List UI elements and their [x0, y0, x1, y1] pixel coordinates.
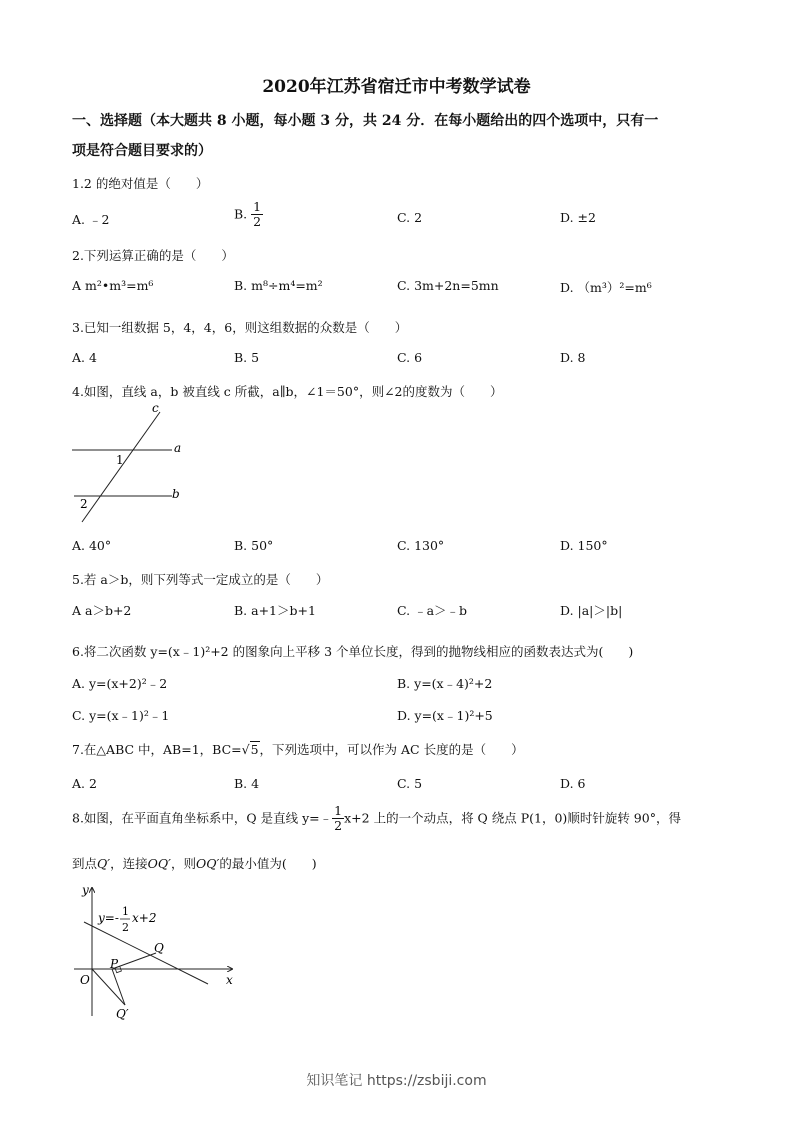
q7-option-b: B. 4 [234, 776, 260, 791]
q8-segment-oq2: OQ′ [195, 856, 220, 871]
q1-option-c: C. 2 [397, 210, 423, 225]
q3-option-b: B. 5 [234, 350, 260, 365]
q1-stem: 1.2 的绝对值是（ ） [72, 176, 209, 191]
label-p: P [110, 957, 119, 971]
q8-stem-line2 [72, 854, 317, 872]
q6-option-a: A. y=(x+2)²﹣2 [72, 676, 168, 691]
label-a: a [174, 441, 182, 455]
q7-option-c: C. 5 [397, 776, 423, 791]
line-y-eq [84, 922, 208, 984]
label-o: O [80, 973, 90, 987]
q5-option-d: D. |a|＞|b| [560, 603, 623, 618]
q4-option-d: D. 150° [560, 538, 608, 553]
q2-option-d: D. （m³）²=m⁶ [560, 280, 652, 295]
q1-b-numerator: 1 [253, 199, 262, 214]
q4-option-c: C. 130° [397, 538, 445, 553]
q6-stem: 6.将二次函数 y=(x﹣1)²+2 的图象向上平移 3 个单位长度，得到的抛物线相应的函数表达式为( ) [72, 644, 634, 659]
q1-b-denominator: 2 [253, 214, 262, 230]
q7-stem [72, 740, 524, 758]
label-y: y [82, 883, 89, 897]
eq-den: 2 [122, 921, 129, 934]
q8-text-c: ，则 [170, 856, 196, 871]
q3-option-d: D. 8 [560, 350, 586, 365]
label-q: Q [154, 941, 164, 955]
q3-option-c: C. 6 [397, 350, 423, 365]
q1-option-b [234, 200, 263, 230]
page-title: 2020年江苏省宿迁市中考数学试卷 [262, 77, 531, 97]
q7-option-a: A. 2 [72, 776, 97, 791]
segment-oq-prime [92, 969, 125, 1005]
q8-fraction [332, 804, 344, 834]
section-heading-line1: 一、选择题（本大题共 8 小题，每小题 3 分，共 24 分．在每小题给出的四个选项中，只有一 [72, 113, 659, 129]
label-angle-2: 2 [80, 497, 88, 511]
q1-option-d: D. ±2 [560, 210, 596, 225]
q6-option-d: D. y=(x﹣1)²+5 [397, 708, 493, 723]
q5-stem: 5.若 a＞b，则下列等式一定成立的是（ ） [72, 572, 329, 587]
label-x: x [226, 973, 233, 987]
q2-option-c: C. 3m+2n=5mn [397, 278, 499, 293]
line-c [82, 412, 160, 522]
q6-option-c: C. y=(x﹣1)²﹣1 [72, 708, 170, 723]
q4-option-b: B. 50° [234, 538, 274, 553]
q2-option-a: A m²•m³=m⁶ [72, 278, 154, 293]
q4-option-a: A. 40° [72, 538, 112, 553]
q1-option-a: A. ﹣2 [72, 212, 110, 227]
segment-pq-prime [112, 969, 125, 1005]
label-q-prime: Q′ [116, 1007, 129, 1021]
q8-frac-num: 1 [334, 803, 343, 818]
q7-stem-post: ，下列选项中，可以作为 AC 长度的是（ ） [259, 742, 524, 757]
section-heading-line2: 项是符合题目要求的） [72, 143, 212, 159]
label-c: c [152, 401, 159, 415]
q4-figure [66, 398, 196, 528]
q5-option-c: C. ﹣a＞﹣b [397, 603, 468, 618]
q2-option-b: B. m⁸÷m⁴=m² [234, 278, 323, 293]
q8-frac-den: 2 [334, 818, 343, 834]
label-b: b [172, 487, 180, 501]
footer-watermark: 知识笔记 https://zsbiji.com [306, 1073, 487, 1089]
eq-pre: y=- [98, 911, 119, 925]
radical-sign: √ [241, 742, 250, 757]
q8-text-b: ，连接 [110, 856, 148, 871]
q7-option-d: D. 6 [560, 776, 586, 791]
q8-figure [70, 880, 250, 1025]
q8-point-q-prime: Q′ [97, 856, 111, 871]
q2-stem: 2.下列运算正确的是（ ） [72, 248, 234, 263]
q8-stem [72, 804, 681, 834]
q8-stem-pre: 8.如图，在平面直角坐标系中，Q 是直线 y=﹣ [72, 810, 333, 826]
q3-stem: 3.已知一组数据 5，4，4，6，则这组数据的众数是（ ） [72, 320, 408, 335]
eq-num: 1 [122, 905, 129, 918]
q8-stem-post: x+2 上的一个动点，将 Q 绕点 P(1，0)顺时针旋转 90°，得 [344, 810, 681, 826]
q8-text-a: 到点 [72, 856, 98, 871]
q6-option-b: B. y=(x﹣4)²+2 [397, 676, 493, 691]
q4-stem: 4.如图，直线 a，b 被直线 c 所截，a∥b，∠1＝50°，则∠2的度数为（ ） [72, 384, 503, 399]
label-angle-1: 1 [116, 453, 124, 467]
q1-option-b-prefix: B. [234, 206, 248, 222]
q3-option-a: A. 4 [72, 350, 97, 365]
eq-post: x+2 [132, 911, 157, 925]
q5-option-a: A a＞b+2 [72, 603, 132, 618]
q8-text-d: 的最小值为( ) [219, 856, 317, 871]
q8-segment-oq1: OQ′ [147, 856, 171, 871]
q5-option-b: B. a+1＞b+1 [234, 603, 316, 618]
q7-stem-pre: 7.在△ABC 中，AB=1，BC= [72, 742, 242, 757]
q1-option-b-fraction [251, 200, 263, 230]
q7-radicand: 5 [250, 742, 259, 757]
